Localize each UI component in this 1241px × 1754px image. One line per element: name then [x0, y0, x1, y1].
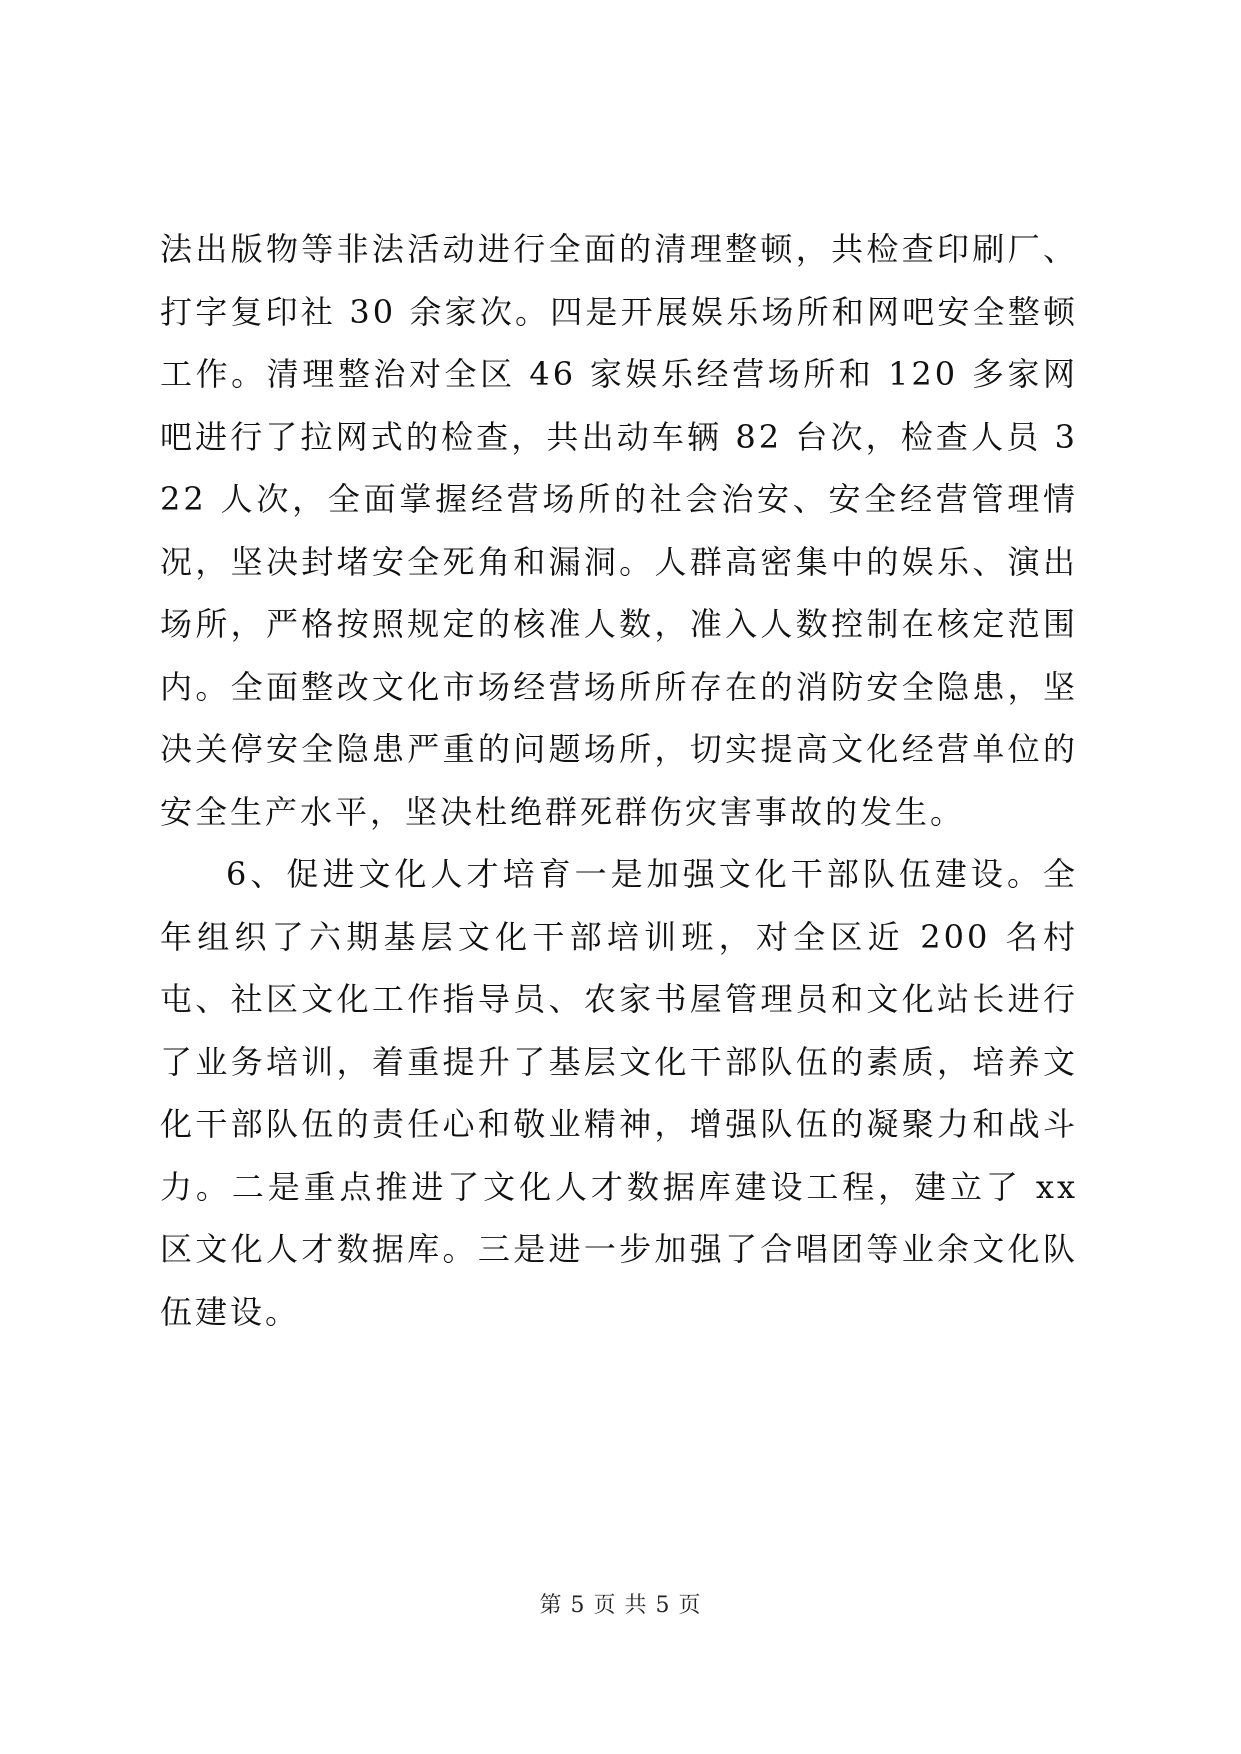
page-number-footer: 第 5 页 共 5 页	[539, 1593, 702, 1618]
paragraph-talent-cultivation: 6、促进文化人才培育一是加强文化干部队伍建设。全年组织了六期基层文化干部培训班，对全区近 200 名村屯、社区文化工作指导员、农家书屋管理员和文化站长进行了业务培训，着重提升了基层文化干部队伍的素质，培养文化干部队伍的责任心和敬业精神，增强队伍的凝聚力和战斗力。二是重点推进了文化人才数据库建设工程，建立了 xx 区文化人才数据库。三是进一步加强了合唱团等业余文化队伍建设。	[160, 855, 1092, 1331]
paragraph-safety-rectification: 法出版物等非法活动进行全面的清理整顿，共检查印刷厂、打字复印社 30 余家次。四是开展娱乐场所和网吧安全整顿工作。清理整治对全区 46 家娱乐经营场所和 120 多家网吧进行了拉网式的检查，共出动车辆 82 台次，检查人员 322 人次，全面掌握经营场所的社会治安、安全经营管理情况，坚决封堵安全死角和漏洞。人群高密集中的娱乐、演出场所，严格按照规定的核准人数，准入人数控制在核定范围内。全面整改文化市场经营场所所存在的消防安全隐患，坚决关停安全隐患严重的问题场所，切实提高文化经营单位的安全生产水平，坚决杜绝群死群伤灾害事故的发生。	[160, 230, 1078, 831]
document-body	[160, 218, 1092, 1343]
